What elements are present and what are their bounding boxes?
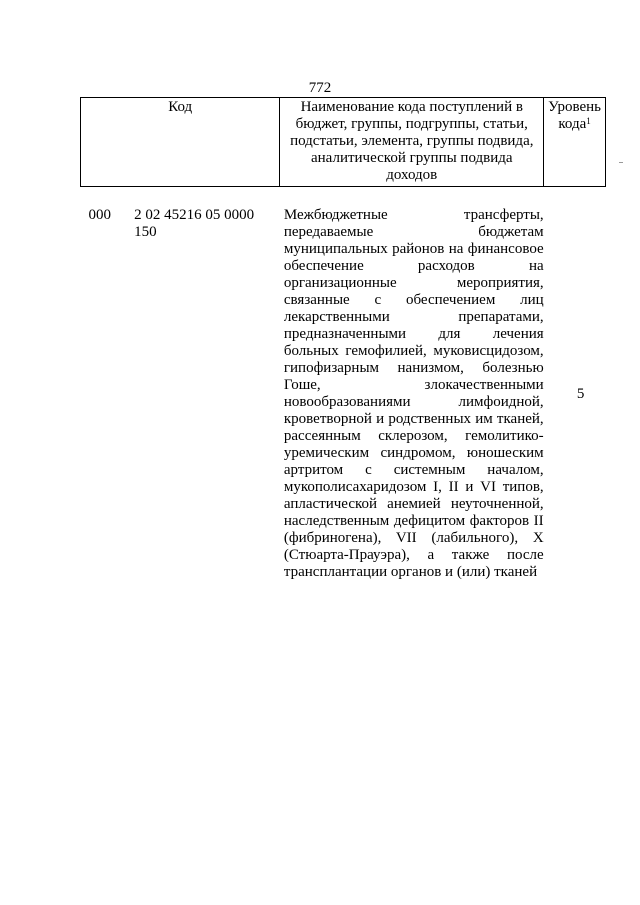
revenue-code-table: [80, 97, 606, 581]
table-row: [81, 207, 606, 581]
row-level: 5: [576, 385, 585, 402]
margin-mark: [619, 162, 623, 163]
header-level-label: Уровень кода: [548, 99, 601, 132]
header-name: Наименование кода поступлений в бюджет, группы, подгруппы, статьи, подстатьи, элемента, группы подвида, аналитической группы подвида доходов: [280, 98, 544, 187]
header-level-footnote: 1: [586, 116, 591, 126]
header-level: [544, 98, 606, 187]
budget-code: 2 02 45216 05 0000 150: [134, 207, 255, 240]
header-code: Код: [81, 98, 280, 187]
page-number: 772: [308, 80, 332, 96]
admin-code: 000: [88, 207, 111, 223]
row-description: Межбюджетные трансферты, передаваемые бюджетам муниципальных районов на финансовое обеспечение расходов на организационные мероприятия, связанные с обеспечением лиц лекарственными препаратами, предназначенными для лечения больных гемофилией, муковисцидозом, гипофизарным нанизмом, болезнью Гоше, злокачественными новообразованиями лимфоидной, кроветворной и родственных им тканей, рассеянным склерозом, гемолитико-уремическим синдромом, юношеским артритом с системным началом, мукополисахаридозом I, II и VI типов, апластической анемией неуточненной, наследственным дефицитом факторов II (фибриногена), VII (лабильного), X (Стюарта-Прауэра), а также после трансплантации органов и (или) тканей: [283, 207, 544, 580]
table-header-row: [81, 98, 606, 187]
